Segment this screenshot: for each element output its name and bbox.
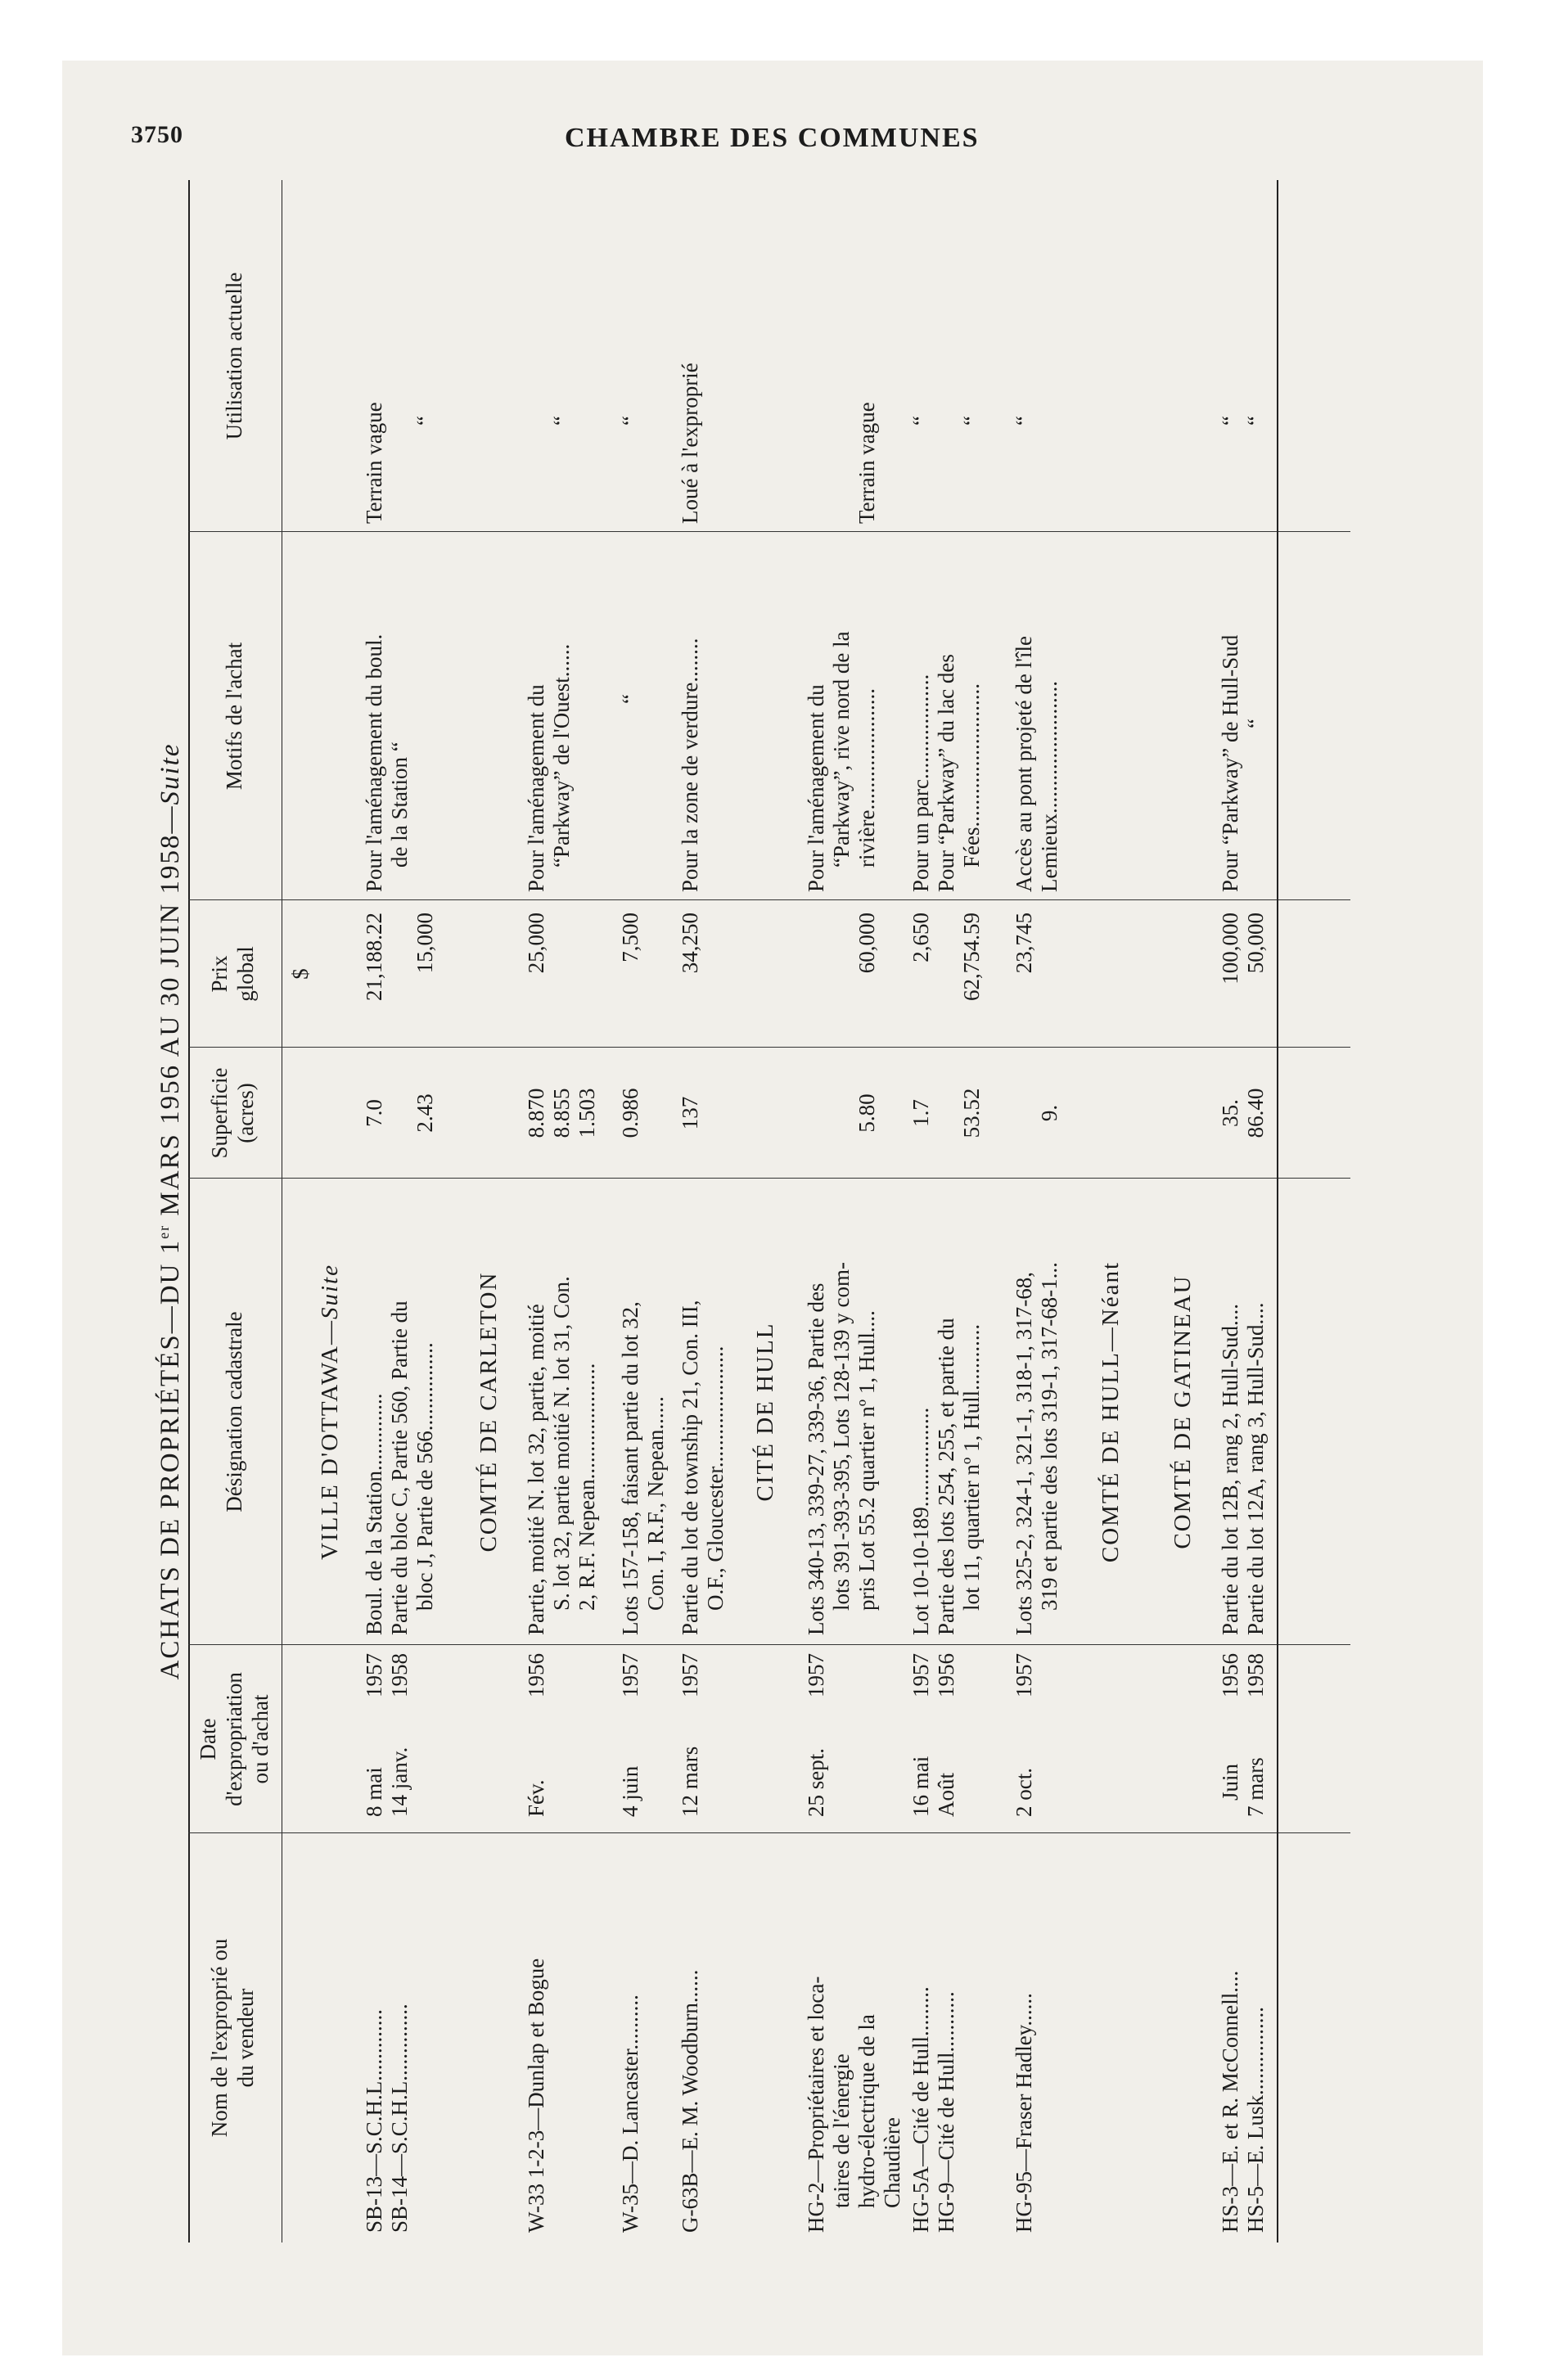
cell-line: 2,650 xyxy=(908,913,933,962)
cell-line: 7 mars xyxy=(1243,1757,1268,1817)
cell-line: 2.43 xyxy=(412,1093,437,1133)
cell-date: 4 juin xyxy=(618,1765,642,1817)
running-head: CHAMBRE DES COMMUNES xyxy=(565,123,980,153)
cell-superficie xyxy=(1218,1048,1269,1179)
cell-motifs xyxy=(1218,536,1269,892)
cell-line: “Parkway” de l'Ouest...... xyxy=(549,643,574,868)
section-heading-text: VILLE D'OTTAWA— xyxy=(317,1319,343,1560)
cell-line: “ xyxy=(959,416,984,426)
cell-prix xyxy=(908,913,985,1048)
cell-motifs xyxy=(908,536,985,892)
cell-line: Lot 10-10-189.................. xyxy=(908,1407,933,1635)
header-superficie-line: (acres) xyxy=(233,1083,258,1143)
cell-line: 100,000 xyxy=(1218,913,1242,985)
cell-line: 1956 xyxy=(1218,1653,1242,1697)
cell-line: 2, R.F. Nepean..................... xyxy=(575,1363,599,1611)
cell-superficie: 5.80 xyxy=(854,1093,879,1133)
cell-line: Partie du lot 12A, rang 3, Hull-Sud.... xyxy=(1243,1302,1268,1635)
cell-line: Pour l'aménagement du xyxy=(524,684,548,892)
cell-prix: 23,745 xyxy=(1012,913,1036,974)
col-divider xyxy=(188,1832,1350,1833)
cell-line: 16 mai xyxy=(908,1756,933,1817)
cell-line: 1958 xyxy=(1243,1653,1268,1697)
cell-line: Lots 157-158, faisant partie du lot 32, xyxy=(618,1301,642,1635)
cell-line: SB-14—S.C.H.L.............. xyxy=(387,2004,412,2233)
cell-utilisation xyxy=(362,188,438,524)
cell-line: 1958 xyxy=(387,1653,412,1697)
cell-motifs: “ xyxy=(618,694,642,704)
cell-line: lot 11, quartier nº 1, Hull............ xyxy=(959,1323,984,1611)
table-title-sup: er xyxy=(156,1224,172,1239)
cell-line: “ xyxy=(1243,416,1268,426)
cell-utilisation: Loué à l'exproprié xyxy=(678,363,702,524)
header-date-line: Date xyxy=(196,1718,220,1760)
cell-year xyxy=(362,1653,412,1719)
cell-line: HG-9—Cité de Hull........... xyxy=(934,1991,958,2233)
cell-line: SB-13—S.C.H.L............. xyxy=(362,2008,386,2233)
header-superficie-line: Superficie xyxy=(207,1067,232,1159)
cell-line: Lots 325-2, 324-1, 321-1, 318-1, 317-68, xyxy=(1012,1272,1036,1635)
col-divider xyxy=(188,531,1350,532)
cell-line: 8 mai xyxy=(362,1767,386,1817)
cell-superficie xyxy=(908,1048,985,1179)
cell-date xyxy=(908,1719,959,1817)
cell-line: 15,000 xyxy=(412,913,437,974)
cell-line: Pour “Parkway” de Hull-Sud xyxy=(1218,634,1242,892)
rotated-table xyxy=(139,180,1465,2243)
cell-prix: 34,250 xyxy=(678,913,702,974)
cell-utilisation: Terrain vague xyxy=(854,402,879,524)
cell-line: 319 et partie des lots 319-1, 317-68-1... xyxy=(1037,1262,1061,1611)
header-designation: Désignation cadastrale xyxy=(222,1311,246,1512)
cell-line: Accès au pont projeté de l'île xyxy=(1012,636,1036,892)
cell-line: de la Station “ xyxy=(387,741,412,868)
cell-line: Lots 340-13, 339-27, 339-36, Partie des xyxy=(804,1282,828,1635)
cell-line: Boul. de la Station.............. xyxy=(362,1393,386,1635)
cell-nom xyxy=(362,1840,412,2233)
cell-line: Partie du bloc C, Partie 560, Partie du xyxy=(387,1300,412,1635)
header-date-line: ou d'achat xyxy=(248,1694,273,1784)
cell-date xyxy=(362,1719,412,1817)
header-superficie xyxy=(206,1048,259,1179)
cell-line: 21,188.22 xyxy=(362,913,386,1001)
cell-line: hydro-électrique de la xyxy=(854,2014,879,2208)
cell-line: pris Lot 55.2 quartier nº 1, Hull.... xyxy=(854,1310,879,1611)
table-bottom-rule xyxy=(1277,180,1278,2243)
cell-superficie: 0.986 xyxy=(618,1088,642,1138)
cell-nom: W-33 1-2-3—Dunlap et Bogue xyxy=(524,1958,548,2233)
cell-line: Pour “Parkway” du lac des xyxy=(934,654,958,892)
table-title xyxy=(139,180,188,2243)
cell-motifs xyxy=(362,536,412,892)
cell-line: rivière...................... xyxy=(854,688,879,868)
cell-line: 1956 xyxy=(934,1653,958,1697)
cell-designation xyxy=(1012,1183,1062,1635)
cell-line: Pour un parc................... xyxy=(908,674,933,892)
cell-line: 62,754.59 xyxy=(959,913,984,1001)
cell-line: Pour l'aménagement du boul. xyxy=(362,633,386,892)
cell-line: 1957 xyxy=(362,1653,386,1697)
cell-line: Partie des lots 254, 255, et partie du xyxy=(934,1318,958,1635)
cell-line: 8.855 xyxy=(549,1088,574,1138)
cell-line: Pour l'aménagement du xyxy=(804,684,828,892)
cell-line: 35. xyxy=(1218,1099,1242,1127)
header-prix-line: Prix xyxy=(207,955,232,993)
cell-utilisation xyxy=(1218,196,1269,426)
cell-superficie: 137 xyxy=(678,1096,702,1130)
cell-utilisation: “ xyxy=(1012,416,1036,426)
cell-date: 12 mars xyxy=(678,1746,702,1817)
cell-line: 8.870 xyxy=(524,1088,548,1138)
cell-motifs xyxy=(1012,536,1062,892)
cell-date xyxy=(1218,1719,1269,1817)
cell-date: 2 oct. xyxy=(1012,1768,1036,1817)
cell-line: Partie du lot de township 21, Con. III, xyxy=(678,1300,702,1635)
cell-line: Lemieux........................ xyxy=(1037,681,1061,892)
cell-line: “ xyxy=(1218,416,1242,426)
cell-line: “ xyxy=(412,416,437,426)
section-heading: COMTÉ DE HULL—Néant xyxy=(1098,1260,1124,1563)
cell-superficie xyxy=(524,1048,600,1179)
cell-line: HS-5—E. Lusk................ xyxy=(1243,2007,1268,2233)
cell-line: Partie du lot 12B, rang 2, Hull-Sud.... xyxy=(1218,1304,1242,1635)
table-title-suite: Suite xyxy=(156,742,185,805)
cell-superficie xyxy=(362,1048,438,1179)
cell-line: Juin xyxy=(1218,1763,1242,1801)
cell-line: lots 391-393-395, Lots 128-139 y com- xyxy=(829,1262,854,1611)
cell-nom: W-35—D. Lancaster.......... xyxy=(618,1995,642,2233)
cell-utilisation xyxy=(908,196,985,426)
cell-prix xyxy=(1218,913,1269,1048)
cell-line: 50,000 xyxy=(1243,913,1268,974)
cell-line: 1957 xyxy=(908,1653,933,1697)
cell-utilisation: “ xyxy=(549,416,574,426)
section-heading: CITÉ DE HULL xyxy=(752,1322,778,1502)
cell-line: Partie, moitié N. lot 32, partie, moitié xyxy=(524,1304,548,1635)
header-nom xyxy=(206,1833,259,2243)
cell-line: 86.40 xyxy=(1243,1088,1268,1138)
cell-line: O.F., Gloucester...................... xyxy=(703,1346,728,1611)
cell-designation xyxy=(524,1183,600,1635)
cell-prix: 60,000 xyxy=(854,913,879,974)
cell-line: Chaudière xyxy=(880,2117,904,2208)
section-heading: COMTÉ DE CARLETON xyxy=(476,1271,502,1553)
cell-line: 14 janv. xyxy=(387,1747,412,1817)
cell-line: 53.52 xyxy=(959,1088,984,1138)
table-title-main: ACHATS DE PROPRIÉTÉS—DU 1 xyxy=(156,1238,185,1680)
page-number: 3750 xyxy=(131,121,183,148)
cell-year: 1957 xyxy=(1012,1653,1036,1697)
cell-designation xyxy=(1218,1183,1269,1635)
cell-motifs xyxy=(524,536,575,892)
cell-year: 1957 xyxy=(618,1653,642,1697)
cell-line: S. lot 32, partie moitié N. lot 31, Con. xyxy=(549,1276,574,1611)
table-top-rule xyxy=(188,180,190,2243)
cell-motifs xyxy=(804,536,880,892)
cell-nom: G-63B—E. M. Woodburn...... xyxy=(678,1969,702,2233)
cell-line: 7.0 xyxy=(362,1099,386,1127)
cell-designation xyxy=(618,1183,669,1635)
cell-date: 25 sept. xyxy=(804,1748,828,1817)
cell-date: Fév. xyxy=(524,1779,548,1817)
cell-line: Août xyxy=(934,1773,958,1817)
section-heading: COMTÉ DE GATINEAU xyxy=(1170,1274,1196,1549)
cell-line: “ xyxy=(1243,719,1268,728)
cell-line: bloc J, Partie de 566................ xyxy=(412,1342,437,1611)
table-title-rest: MARS 1956 AU 30 JUIN 1958— xyxy=(156,805,185,1224)
cell-nom xyxy=(1218,1840,1269,2233)
header-utilisation: Utilisation actuelle xyxy=(222,272,246,440)
cell-line: HS-3—E. et R. McConnell.... xyxy=(1218,1970,1242,2233)
cell-superficie: 9. xyxy=(1037,1104,1061,1122)
header-prix xyxy=(206,900,259,1048)
cell-year: 1956 xyxy=(524,1653,548,1697)
cell-nom xyxy=(804,1840,905,2233)
cell-line: Fées.......................... xyxy=(959,683,984,868)
cell-line: “Parkway”, rive nord de la xyxy=(829,631,854,868)
cell-line: 1.7 xyxy=(908,1099,933,1127)
cell-nom: HG-95—Fraser Hadley...... xyxy=(1012,1993,1036,2233)
cell-prix: 25,000 xyxy=(524,913,548,974)
prix-unit: $ xyxy=(288,968,313,980)
cell-designation xyxy=(908,1183,985,1635)
cell-nom xyxy=(908,1840,959,2233)
cell-utilisation: “ xyxy=(618,416,642,426)
cell-line: “ xyxy=(908,416,933,426)
cell-designation xyxy=(678,1183,728,1635)
header-motifs: Motifs de l'achat xyxy=(222,642,246,791)
cell-line: 1.503 xyxy=(575,1088,599,1138)
cell-line: Terrain vague xyxy=(362,402,386,524)
cell-year xyxy=(1218,1653,1269,1719)
cell-prix xyxy=(362,913,438,1048)
cell-line: Con. I, R.F., Nepean...... xyxy=(643,1396,668,1611)
header-date-line: d'expropriation xyxy=(222,1672,246,1806)
cell-prix: 7,500 xyxy=(618,913,642,962)
header-nom-line: du vendeur xyxy=(233,1988,258,2088)
header-date xyxy=(195,1645,273,1833)
cell-line: HG-5A—Cité de Hull......... xyxy=(908,1986,933,2233)
cell-designation xyxy=(804,1183,880,1635)
section-heading xyxy=(318,1179,343,1645)
header-nom-line: Nom de l'exproprié ou xyxy=(207,1938,232,2138)
cell-year: 1957 xyxy=(804,1653,828,1697)
header-prix-line: global xyxy=(233,946,258,1002)
cell-line: taires de l'énergie xyxy=(829,2053,854,2208)
cell-designation xyxy=(362,1183,438,1635)
section-heading-suite: Suite xyxy=(317,1264,343,1320)
cell-year: 1957 xyxy=(678,1653,702,1697)
col-divider xyxy=(188,899,1350,900)
cell-motifs: Pour la zone de verdure........ xyxy=(678,638,702,892)
cell-year xyxy=(908,1653,959,1719)
cell-line: HG-2—Propriétaires et loca- xyxy=(804,1976,828,2233)
